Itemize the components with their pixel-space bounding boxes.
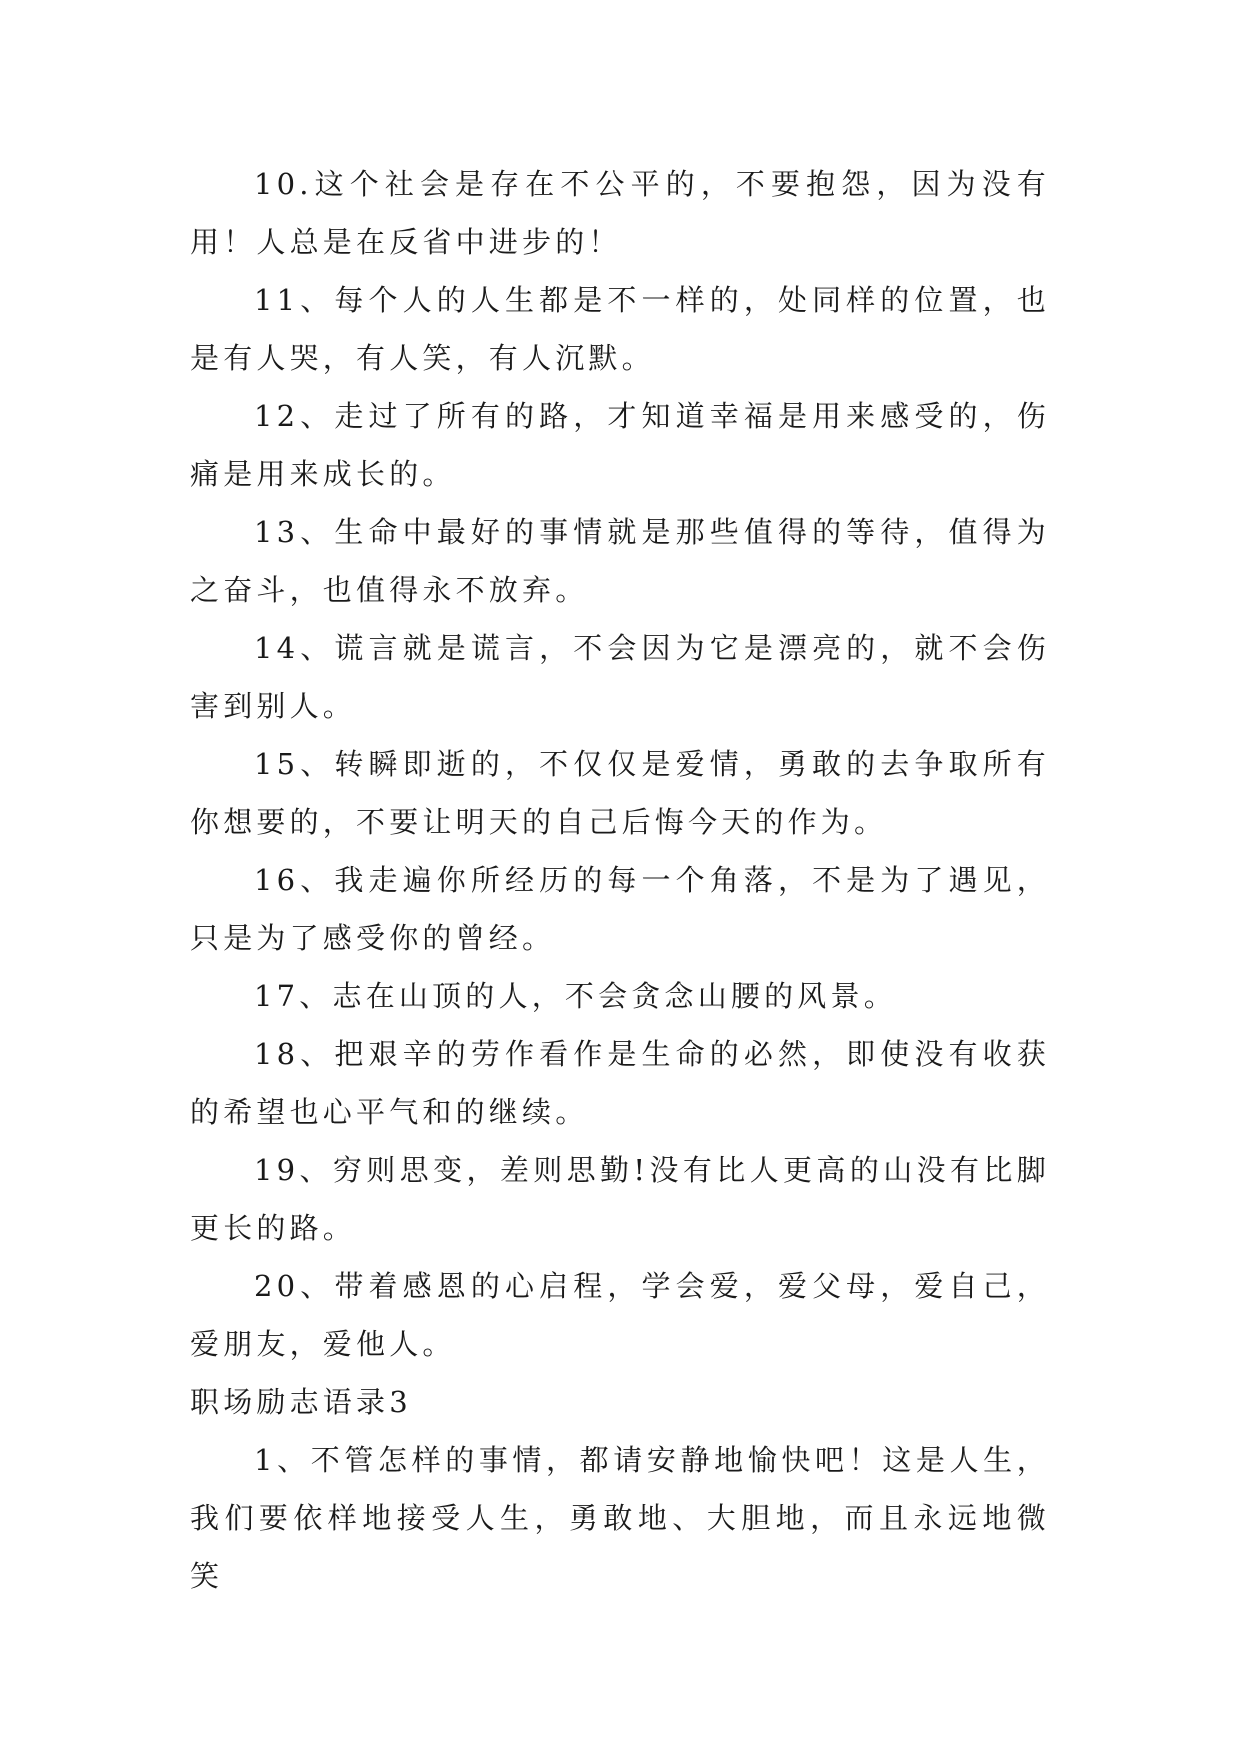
section-heading: 职场励志语录3	[190, 1385, 412, 1419]
paragraph-19: 19、穷则思变，差则思勤!没有比人更高的山没有比脚更长的路。	[190, 1153, 1050, 1245]
paragraph-20: 20、带着感恩的心启程，学会爱，爱父母，爱自己，爱朋友，爱他人。	[190, 1269, 1050, 1361]
paragraph-10: 10.这个社会是存在不公平的，不要抱怨，因为没有用！人总是在反省中进步的！	[190, 167, 1050, 259]
section-paragraph-1: 1、不管怎样的事情，都请安静地愉快吧！这是人生，我们要依样地接受人生，勇敢地、大胆地，而且永远地微笑	[190, 1443, 1050, 1593]
paragraph-13: 13、生命中最好的事情就是那些值得的等待，值得为之奋斗，也值得永不放弃。	[190, 515, 1050, 607]
paragraph-14: 14、谎言就是谎言，不会因为它是漂亮的，就不会伤害到别人。	[190, 631, 1050, 723]
paragraph-16: 16、我走遍你所经历的每一个角落，不是为了遇见，只是为了感受你的曾经。	[190, 863, 1050, 955]
paragraph-17: 17、志在山顶的人，不会贪念山腰的风景。	[254, 979, 897, 1013]
paragraph-18: 18、把艰辛的劳作看作是生命的必然，即使没有收获的希望也心平气和的继续。	[190, 1037, 1050, 1129]
paragraph-12: 12、走过了所有的路，才知道幸福是用来感受的，伤痛是用来成长的。	[190, 399, 1050, 491]
paragraph-15: 15、转瞬即逝的，不仅仅是爱情，勇敢的去争取所有你想要的，不要让明天的自己后悔今天的作为。	[190, 747, 1050, 839]
document-body	[190, 155, 1050, 1605]
paragraph-11: 11、每个人的人生都是不一样的，处同样的位置，也是有人哭，有人笑，有人沉默。	[190, 283, 1050, 375]
